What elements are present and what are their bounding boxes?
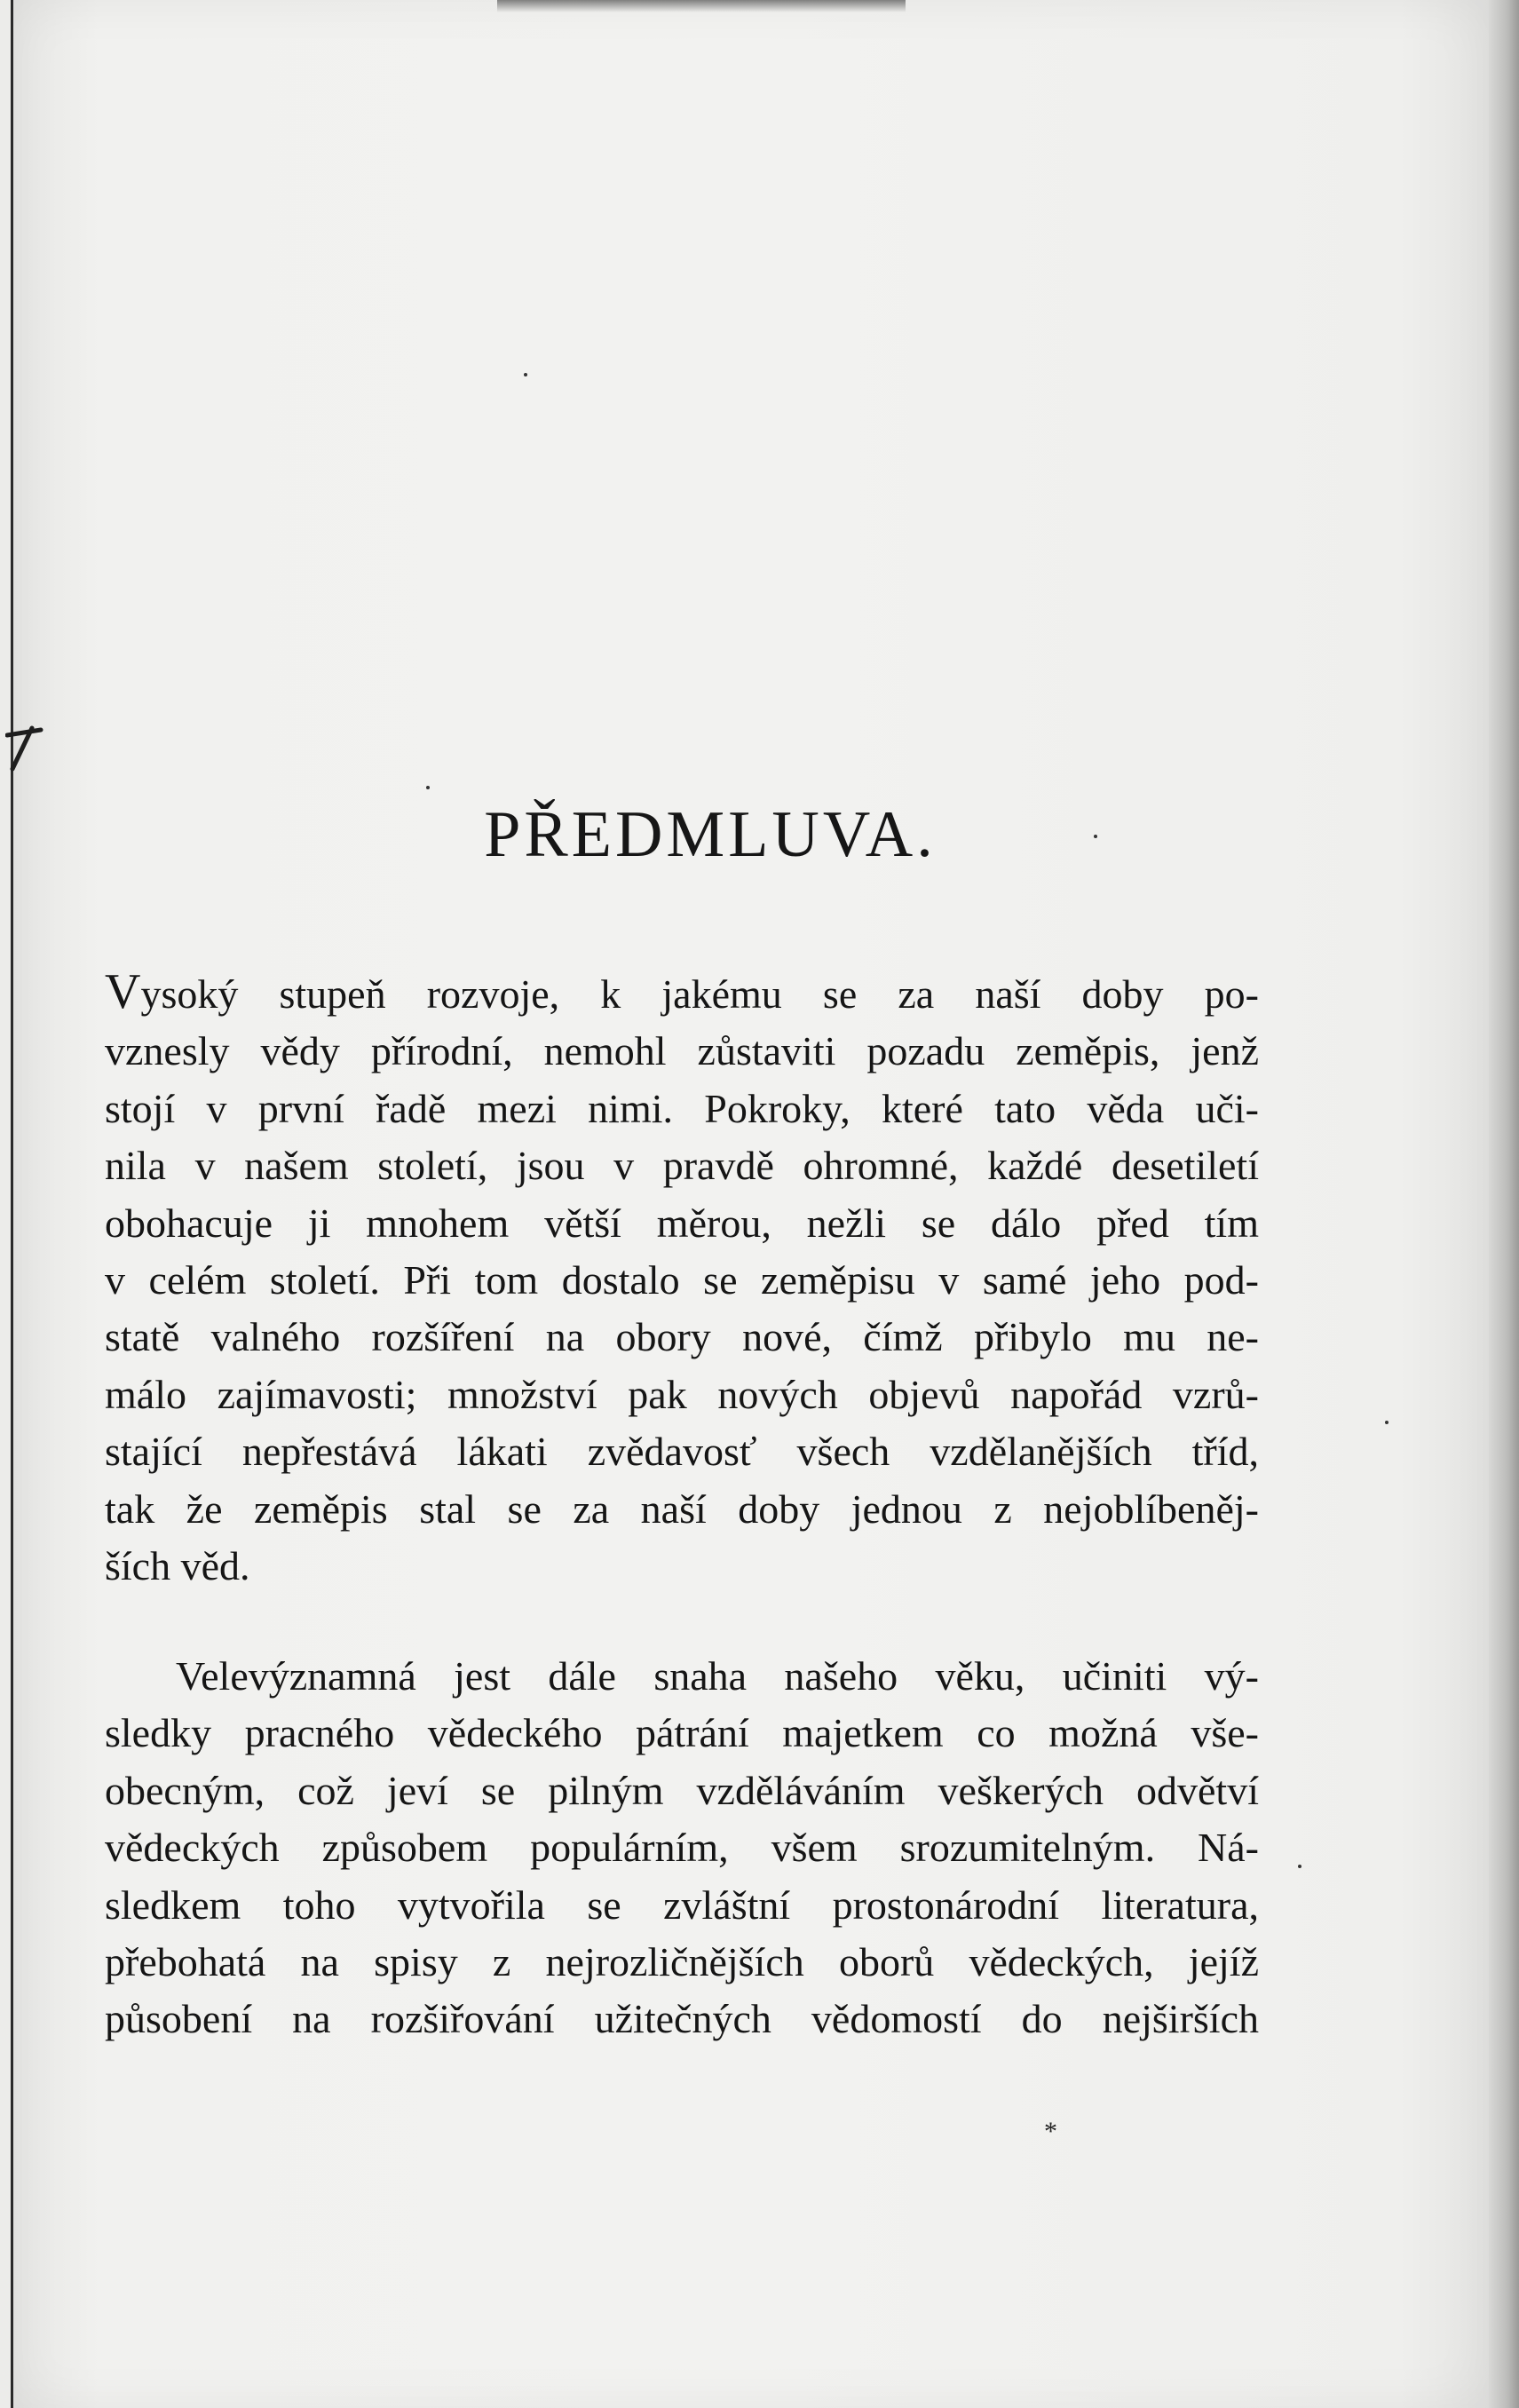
- text-line: vznesly vědy přírodní, nemohl zůstaviti pozadu zeměpis, jenž: [105, 1028, 1259, 1074]
- text-line: málo zajímavosti; množství pak nových objevů napořád vzrů-: [105, 1371, 1259, 1417]
- text-line: působení na rozšiřování užitečných vědomostí do nejširších: [105, 1996, 1259, 2042]
- scan-smudge: [497, 0, 906, 12]
- text-line: nila v našem století, jsou v pravdě ohromné, každé desetiletí: [105, 1143, 1259, 1189]
- paragraph-1: [105, 963, 1259, 1595]
- speck: [426, 786, 430, 789]
- signature-mark: *: [1044, 2117, 1057, 2146]
- margin-mark-icon: [5, 719, 59, 772]
- text-line-rest: ysoký stupeň rozvoje, k jakému se za naší doby po-: [140, 971, 1259, 1017]
- speck: [1094, 835, 1097, 838]
- text-line: obohacuje ji mnohem větší měrou, nežli se dálo před tím: [105, 1200, 1259, 1246]
- binding-edge: [11, 0, 13, 2408]
- text-line: statě valného rozšíření na obory nové, čímž přibylo mu ne-: [105, 1314, 1259, 1360]
- text-line: přebohatá na spisy z nejrozličnějších oborů vědeckých, jejíž: [105, 1939, 1259, 1985]
- text-line: ších věd.: [105, 1543, 250, 1589]
- page-edge-shadow: [1489, 0, 1519, 2408]
- text-line: sledkem toho vytvořila se zvláštní prostonárodní literatura,: [105, 1881, 1259, 1928]
- text-line: tak že zeměpis stal se za naší doby jednou z nejoblíbeněj-: [105, 1485, 1259, 1532]
- text-line: v celém století. Při tom dostalo se zeměpisu v samé jeho pod-: [105, 1257, 1259, 1303]
- text-line: Velevýznamná jest dále snaha našeho věku, učiniti vý-: [176, 1653, 1259, 1699]
- text-line: vědeckých způsobem populárním, všem srozumitelným. Ná-: [105, 1825, 1259, 1871]
- speck: [1385, 1421, 1388, 1424]
- speck: [1298, 1865, 1301, 1868]
- page-title: PŘEDMLUVA.: [484, 798, 937, 871]
- drop-cap: V: [105, 964, 141, 1019]
- text-line: obecným, což jeví se pilným vzděláváním veškerých odvětví: [105, 1767, 1259, 1813]
- text-line: stojí v první řadě mezi nimi. Pokroky, které tato věda uči-: [105, 1085, 1259, 1131]
- text-line: sledky pracného vědeckého pátrání majetkem co možná vše-: [105, 1710, 1259, 1756]
- text-line: [105, 963, 1259, 1023]
- paragraph-2: [105, 1648, 1259, 2048]
- text-line: stající nepřestává lákati zvědavosť všech vzdělanějších tříd,: [105, 1429, 1259, 1475]
- speck: [524, 373, 527, 376]
